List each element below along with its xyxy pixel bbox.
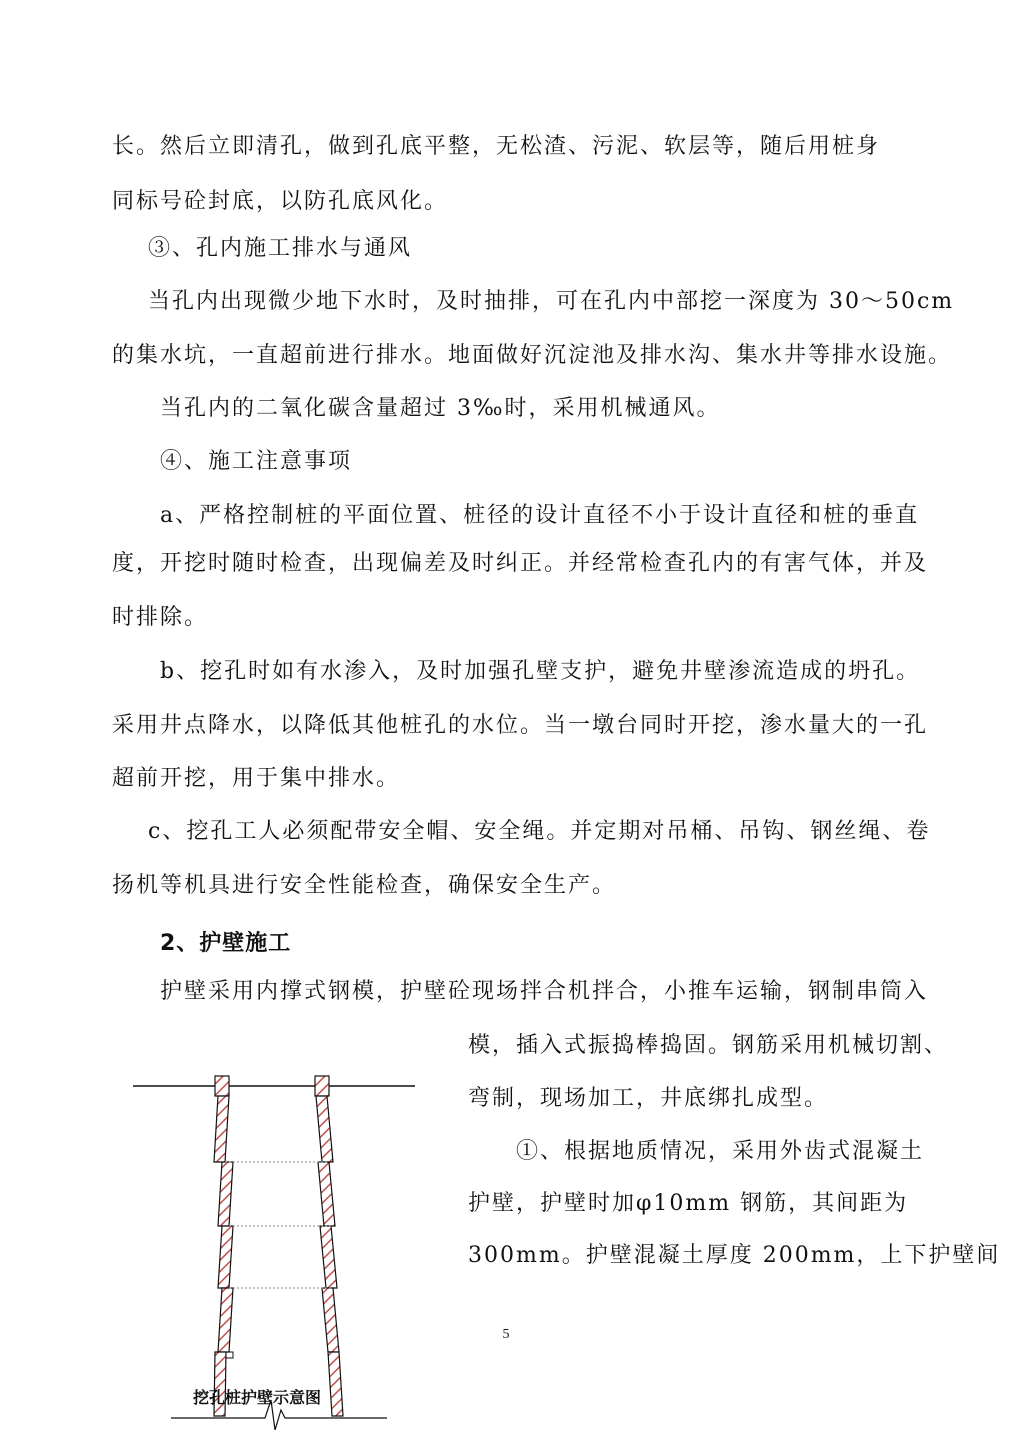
section-heading: ④、施工注意事项 (160, 449, 353, 474)
paragraph-line: 弯制，现场加工，井底绑扎成型。 (468, 1086, 829, 1111)
top-collar-right (315, 1076, 329, 1096)
paragraph-line: a、严格控制桩的平面位置、桩径的设计直径不小于设计直径和桩的垂直 (160, 503, 920, 528)
paragraph-line: 扬机等机具进行安全性能检查，确保安全生产。 (112, 873, 617, 898)
paragraph-line: 护壁，护壁时加φ10mm 钢筋，其间距为 (468, 1191, 909, 1216)
paragraph-line: 当孔内出现微少地下水时，及时抽排，可在孔内中部挖一深度为 30～50cm (148, 289, 955, 314)
paragraph-line: 300mm。护壁混凝土厚度 200mm，上下护壁间 (468, 1243, 1001, 1268)
wall-segment-right (320, 1226, 337, 1288)
paragraph-line: 当孔内的二氧化碳含量超过 3‰时，采用机械通风。 (160, 396, 721, 421)
paragraph-line: 的集水坑，一直超前进行排水。地面做好沉淀池及排水沟、集水井等排水设施。 (112, 343, 953, 368)
paragraph-line: 长。然后立即清孔，做到孔底平整，无松渣、污泥、软层等，随后用桩身 (112, 134, 881, 159)
figure-caption: 挖孔桩护壁示意图 (193, 1388, 322, 1407)
paragraph-line: 同标号砼封底，以防孔底风化。 (112, 189, 449, 214)
wall-segment-left (218, 1226, 233, 1288)
wall-segment-right (316, 1096, 333, 1162)
paragraph-line: 时排除。 (112, 605, 209, 630)
paragraph-line: 护壁采用内撑式钢模，护壁砼现场拌合机拌合，小推车运输，钢制串筒入 (160, 979, 929, 1004)
pile-wall-diagram (125, 1060, 415, 1430)
wall-segment-right (318, 1162, 335, 1226)
wall-segment-left (218, 1162, 233, 1226)
paragraph-line: 超前开挖，用于集中排水。 (112, 766, 401, 791)
paragraph-line: 模，插入式振捣棒捣固。钢筋采用机械切割、 (468, 1033, 949, 1058)
section-heading: ③、孔内施工排水与通风 (148, 236, 413, 261)
wall-segment-left (214, 1096, 229, 1162)
paragraph-line: 度，开挖时随时检查，出现偏差及时纠正。并经常检查孔内的有害气体，并及 (112, 551, 929, 576)
paragraph-line: 采用井点降水，以降低其他桩孔的水位。当一墩台同时开挖，渗水量大的一孔 (112, 713, 929, 738)
wall-segment-right (328, 1352, 343, 1416)
paragraph-line: c、挖孔工人必须配带安全帽、安全绳。并定期对吊桶、吊钩、钢丝绳、卷 (148, 819, 931, 844)
top-collar-left (215, 1076, 229, 1096)
section-title: 2、护壁施工 (160, 931, 292, 956)
page-number: 5 (502, 1327, 510, 1342)
paragraph-line: b、挖孔时如有水渗入，及时加强孔壁支护，避免井壁渗流造成的坍孔。 (160, 659, 921, 684)
paragraph-line: ①、根据地质情况，采用外齿式混凝土 (516, 1139, 925, 1164)
